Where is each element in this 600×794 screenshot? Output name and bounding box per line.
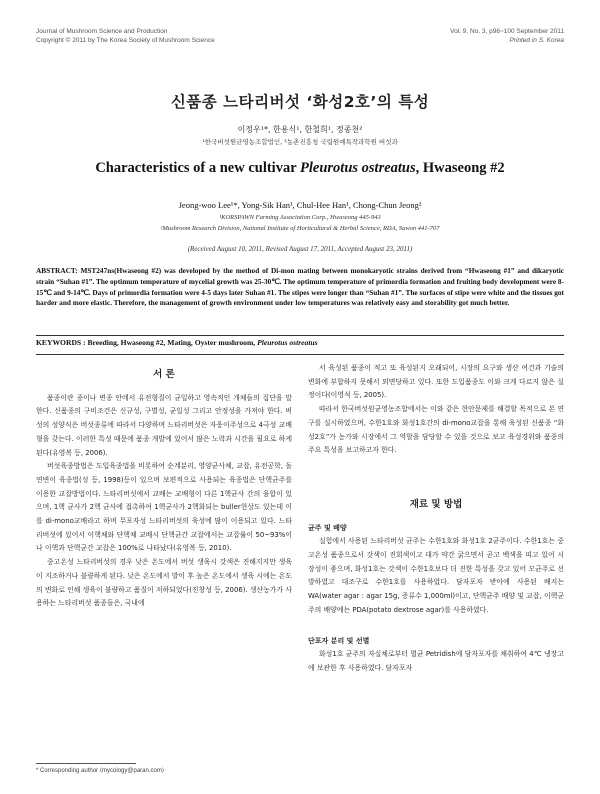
english-title [0, 160, 600, 177]
section-heading-introduction: 서 론 [153, 369, 175, 380]
paragraph: 실험에서 사용된 느타리버섯 균주는 수한1호와 화성1호 2균주이다. 수한1호는 중고온성 품종으로서 갓색이 진회색이고 대가 약간 굵으면서 곧고 백색을 띠고 있어 시장성이 좋으며, 화성1호는 갓색이 수한1호보다 더 진한 특성을 갖고 있어 모균주로 선발하였고 대조구로 수한1호를 사용하였다. 담자포자 받아에 사용된 배지는 WA(water agar : agar 15g, 증류수 1,000ml)이고, 단핵균주 배양 및 교잡, 이핵균주의 배양에는 PDA(potato dextrose agar)를 사용하였다. [308, 537, 564, 614]
subsection-heading-spore-isolation: 단포자 분리 및 선별 [308, 636, 370, 645]
left-column [36, 362, 292, 611]
spacer [308, 458, 564, 492]
paragraph: 화성1호 균주의 자실체로부터 멸균 Petridish에 담자포자를 채취하여 4℃ 냉장고에 보관한 후 사용하였다. 담자포자 [308, 650, 564, 672]
english-authors: Jeong-woo Lee¹*, Yong-Sik Han¹, Chul-Hee Han¹, Chong-Chun Jeong² [178, 200, 422, 210]
english-title-part1: Characteristics of a new cultivar [95, 160, 301, 176]
header-left [36, 27, 215, 45]
issue-info: Vol. 9, No. 3, p96~100 September 2011 [450, 28, 564, 35]
korean-title: 신품종 느타리버섯 ‘화성2호’의 특성 [170, 93, 430, 111]
spacer [308, 618, 564, 631]
keywords-species: Pleurotus ostreatus [257, 338, 318, 347]
paragraph: 서 육성된 품종이 적고 또 육성된지 오래되어, 시장의 요구와 생산 여건과 기술의 변화에 부합하지 못해서 외면당하고 있다. 또한 도입품종도 이와 크게 다르지 않은 실정이다(이영석 등, 2005). [308, 364, 564, 400]
corresponding-author-footnote: * Corresponding author ⟨mycology@paran.com⟩ [36, 768, 165, 774]
paragraph: 버섯육종방법은 도입육종법을 비롯하여 순계분리, 영양균사체, 교잡, 유전공학, 돌연변이 육종법(성 등, 1998)등이 있으며 보편적으로 사용되는 육종법은 단핵균주를 이용한 교잡방법이다. 느타리버섯에서 교배는 교배형이 다른 1핵균사 간의 융합이 있으며, 1핵 균사가 2핵 균사에 접촉하여 1핵균사가 2핵화되는 buller현상도 있는데 이를 di-mono교배라고 하며 무포자성 느타리버섯의 육성에 많이 이용되고 있다. 느타리버섯에 있어서 이핵체와 단핵체 교배시 단핵균간 교잡에서는 교잡률이 50~93%이나 이핵과 단핵균간 교잡은 100%로 나타났다(유영복 등, 2010). [36, 462, 292, 553]
paragraph: 따라서 한국버섯원균영농조합에서는 이와 같은 현안문제를 해결할 목적으로 본 연구를 실시하였으며, 수한1호와 화성1호간의 di-mono교잡을 통해 육성된 신품종 “화성2호”가 농가와 시장에서 그 역할을 담당할 수 있을 것으로 보고 육성경위와 품종의 주요 특성을 보고하고자 한다. [308, 405, 564, 455]
english-title-species: Pleurotus ostreatus [300, 160, 416, 176]
paragraph: 중고온성 느타리버섯의 경우 낮은 온도에서 버섯 생육시 갓색은 진해지지만 생육이 지조하거나 불량하게 된다. 낮은 온도에서 발이 후 높은 온도에서 생육 시에는 온도의 변화로 인해 생육이 불량하고 품질이 저하되었다(진창성 등, 2006). 생산농가가 사용하는 느타리버섯 품종들은, 국내에 [36, 558, 292, 608]
english-title-part2: , Hwaseong #2 [415, 160, 505, 176]
keywords [36, 338, 564, 347]
header-right [450, 27, 564, 45]
right-column [308, 362, 564, 676]
keywords-bottom-rule [36, 354, 564, 355]
printed-in: Printed in S. Korea [509, 37, 564, 44]
copyright: Copyright © 2011 by The Korea Society of Mushroom Science [36, 37, 215, 44]
korean-affiliations: ¹한국버섯원균영농조합법인, ²농촌진흥청 국립원예특작과학원 버섯과 [202, 138, 398, 146]
footnote-rule [36, 763, 136, 764]
abstract: ABSTRACT: MST247ns(Hwaseong #2) was developed by the method of Di-mon mating between monokaryotic strains derived from “Hwaseong #1” and dikaryotic strain “Suhan #1”. The optimum temperature of mycelial growth was 25-30℃. The optimum temperature of primordia formation and fruiting body development were 8-15℃ and 9-14℃. Days of primordia formation were 4-5 days later Suhan #1. The stipes were longer than “Suhan #1”. The surfaces of stipe were white and the tissues got harder and more elastic. Therefore, the management of growth environment under low temperatures was relatively easy and storability got much better. [36, 266, 564, 308]
subsection-heading-strains: 균주 및 배양 [308, 523, 347, 532]
keywords-top-rule [36, 335, 564, 336]
english-affiliation-1: ¹KORSPAWN Farming Association Corp., Hwaseong 445-943 [219, 214, 381, 221]
journal-name: Journal of Mushroom Science and Production [36, 28, 168, 35]
received-dates: (Received August 10, 2011, Revised August 17, 2011, Accepted August 23, 2011) [187, 245, 413, 253]
paragraph: 품종이란 종이나 변종 안에서 유전형질이 균일하고 영속적인 개체들의 집단을 말한다. 신품종의 구비조건은 신규성, 구별성, 균일성 그리고 안정성을 가져야 한다. 버섯의 성양식은 버섯종류에 따라서 다양하며 느타리버섯은 자웅이주성으로 4극성 교배형을 갖는다. 이러한 특성 때문에 품종 개발에 있어서 많은 노력과 시간을 필요로 하게 된다(유영복 등, 2006). [36, 393, 292, 457]
korean-authors: 이정우¹*, 한용식¹, 한철희¹, 정종천² [237, 125, 363, 134]
keywords-text: KEYWORDS : Breeding, Hwaseong #2, Mating, Oyster mushroom, [36, 338, 258, 347]
section-heading-methods: 재료 및 방법 [409, 498, 463, 510]
english-affiliation-2: ²Mushroom Research Division, National Institute of Horticultural & Herbal Science, RDA, Suwon 441-707 [160, 225, 440, 232]
